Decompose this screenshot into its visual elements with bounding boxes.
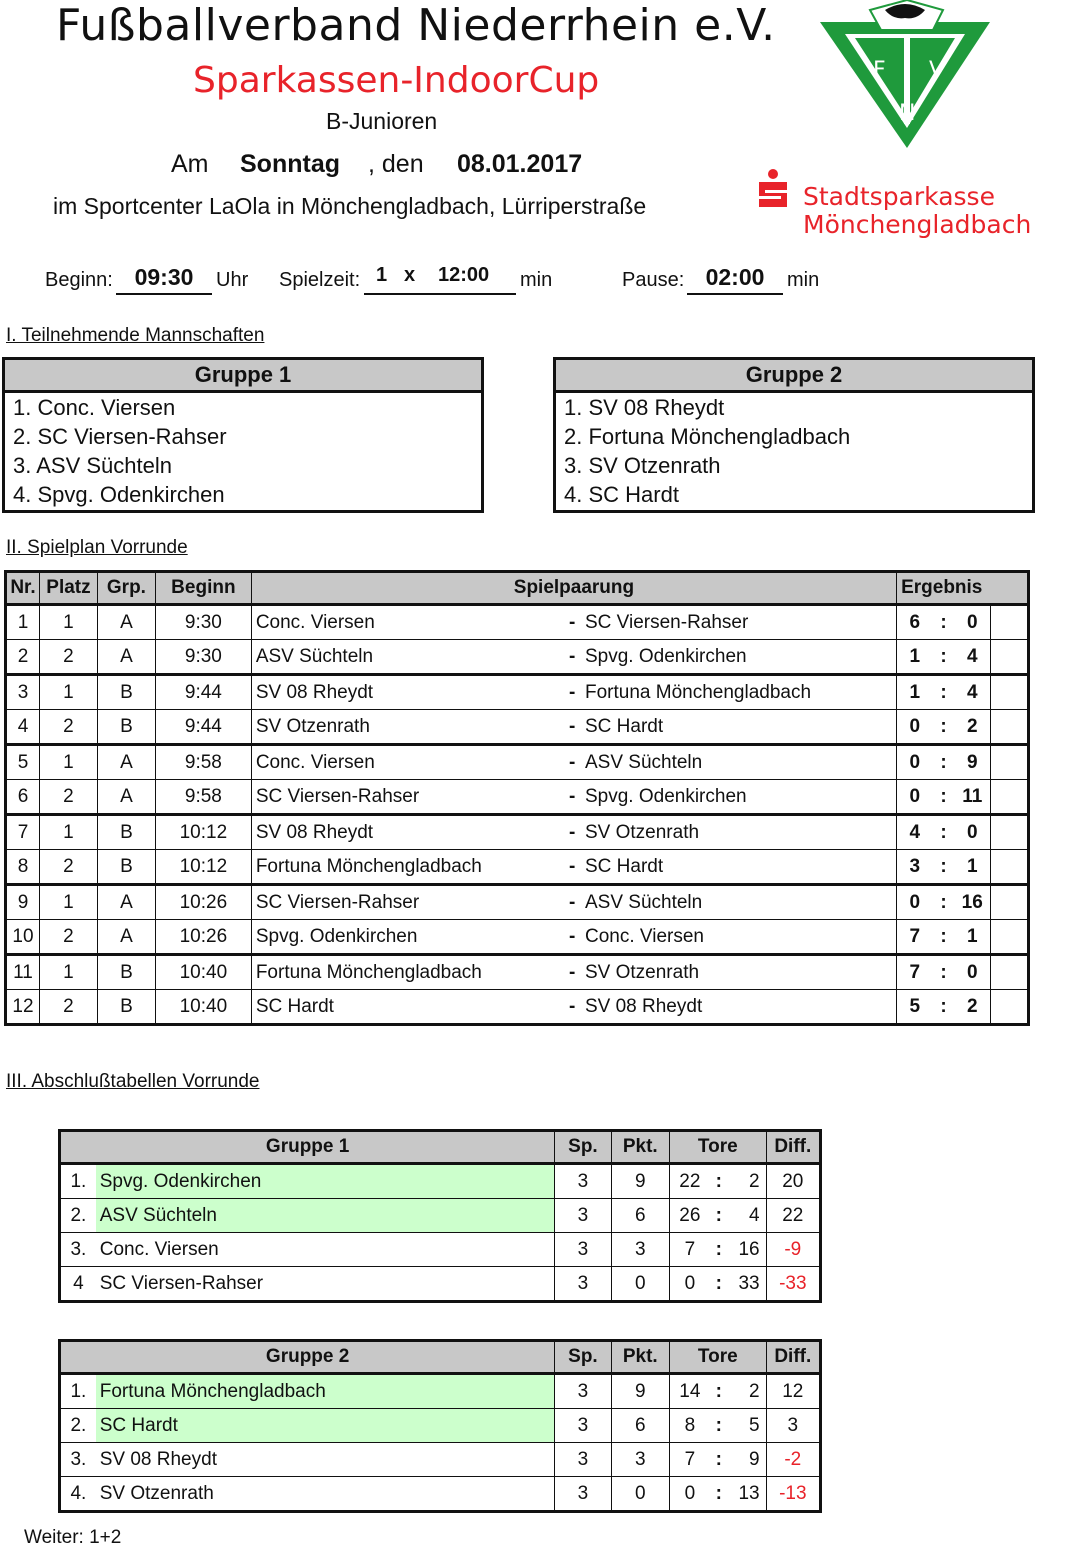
match-grp: A <box>97 885 155 920</box>
match-home: SC Hardt <box>251 990 559 1025</box>
match-home: Conc. Viersen <box>251 605 559 640</box>
match-platz: 1 <box>39 745 97 780</box>
col-diff: Diff. <box>766 1131 820 1164</box>
standings-title: Gruppe 1 <box>60 1131 555 1164</box>
standing-team: Conc. Viersen <box>96 1233 555 1267</box>
page-title: Fußballverband Niederrhein e.V. <box>56 0 776 51</box>
col-beginn: Beginn <box>155 572 251 605</box>
standing-goals-against: 2 <box>728 1374 766 1409</box>
match-away: Spvg. Odenkirchen <box>584 785 747 807</box>
standing-sp: 3 <box>555 1374 611 1409</box>
standing-pkt: 3 <box>611 1443 669 1477</box>
group2-team: 4. SC Hardt <box>564 482 679 507</box>
standing-pos: 2. <box>60 1199 96 1233</box>
match-nr: 4 <box>6 710 40 745</box>
match-away-cell: - SV Otzenrath <box>559 955 897 990</box>
standing-sp: 3 <box>555 1409 611 1443</box>
match-home: Fortuna Mönchengladbach <box>251 955 559 990</box>
section-standings-heading: III. Abschlußtabellen Vorrunde <box>6 1071 260 1092</box>
match-time: 9:44 <box>155 710 251 745</box>
match-nr: 2 <box>6 640 40 675</box>
match-goals-home: 4 <box>897 815 933 850</box>
match-goals-home: 7 <box>897 920 933 955</box>
match-away: SC Hardt <box>584 715 664 737</box>
schedule-row <box>6 745 1029 780</box>
beginn-label: Beginn: <box>45 269 113 291</box>
match-goals-home: 5 <box>897 990 933 1025</box>
standing-goals-against: 5 <box>728 1409 766 1443</box>
match-nr: 6 <box>6 780 40 815</box>
group1-team: 2. SC Viersen-Rahser <box>13 424 227 449</box>
group2-team: 1. SV 08 Rheydt <box>564 395 725 420</box>
match-goals-away: 0 <box>955 955 991 990</box>
group1-team: 4. Spvg. Odenkirchen <box>13 482 225 507</box>
match-platz: 2 <box>39 710 97 745</box>
match-time: 10:12 <box>155 850 251 885</box>
match-platz: 2 <box>39 850 97 885</box>
standing-pos: 4 <box>60 1267 96 1302</box>
match-platz: 1 <box>39 885 97 920</box>
match-platz: 1 <box>39 815 97 850</box>
standing-pkt: 3 <box>611 1233 669 1267</box>
uhr-label: Uhr <box>216 269 249 291</box>
result-blank <box>990 990 1028 1025</box>
standings-row <box>60 1409 821 1443</box>
schedule-row <box>6 885 1029 920</box>
match-goals-home: 0 <box>897 745 933 780</box>
standing-team: SC Viersen-Rahser <box>96 1267 555 1302</box>
spielzeit-value: 1 x 12:00 <box>364 264 516 295</box>
standing-pos: 3. <box>60 1233 96 1267</box>
standing-sp: 3 <box>555 1477 611 1512</box>
standing-diff: -9 <box>766 1233 820 1267</box>
advance-note: Weiter: 1+2 <box>24 1527 122 1548</box>
match-grp: B <box>97 815 155 850</box>
match-home: Conc. Viersen <box>251 745 559 780</box>
match-away: Spvg. Odenkirchen <box>584 645 747 667</box>
col-diff: Diff. <box>766 1341 820 1374</box>
result-blank <box>990 885 1028 920</box>
match-away-cell: - SC Hardt <box>559 850 897 885</box>
standing-sp: 3 <box>555 1233 611 1267</box>
match-goals-away: 4 <box>955 640 991 675</box>
match-nr: 12 <box>6 990 40 1025</box>
match-goals-away: 1 <box>955 920 991 955</box>
standing-diff: 12 <box>766 1374 820 1409</box>
min-label-2: min <box>787 269 820 291</box>
svg-text:N: N <box>899 101 916 126</box>
age-group: B-Junioren <box>326 108 438 134</box>
match-goals-away: 0 <box>955 605 991 640</box>
standing-goals-against: 33 <box>728 1267 766 1302</box>
group2-box <box>553 357 1035 513</box>
col-tore: Tore <box>669 1341 766 1374</box>
match-home: SV 08 Rheydt <box>251 675 559 710</box>
standing-diff: 20 <box>766 1164 820 1199</box>
standing-diff: -33 <box>766 1267 820 1302</box>
standings-header-row <box>60 1131 821 1164</box>
schedule-row <box>6 955 1029 990</box>
sponsor-line2: Mönchengladbach <box>803 210 1032 239</box>
match-time: 10:26 <box>155 885 251 920</box>
match-platz: 1 <box>39 955 97 990</box>
standing-sp: 3 <box>555 1443 611 1477</box>
standing-pkt: 0 <box>611 1477 669 1512</box>
match-goals-away: 1 <box>955 850 991 885</box>
match-away-cell: - ASV Süchteln <box>559 745 897 780</box>
match-nr: 11 <box>6 955 40 990</box>
match-goals-home: 6 <box>897 605 933 640</box>
match-grp: B <box>97 990 155 1025</box>
match-platz: 2 <box>39 990 97 1025</box>
score-colon: : <box>710 1477 728 1512</box>
match-away: SV Otzenrath <box>584 961 700 983</box>
schedule-row <box>6 990 1029 1025</box>
match-time: 10:26 <box>155 920 251 955</box>
standing-goals-for: 0 <box>669 1267 709 1302</box>
beginn-value: 09:30 <box>116 264 212 295</box>
date-value: 08.01.2017 <box>457 150 583 178</box>
match-away-cell: - Conc. Viersen <box>559 920 897 955</box>
score-colon: : <box>933 780 955 815</box>
result-blank <box>990 955 1028 990</box>
result-blank <box>990 815 1028 850</box>
spielzeit-label: Spielzeit: <box>279 269 361 291</box>
match-goals-home: 0 <box>897 780 933 815</box>
score-colon: : <box>710 1233 728 1267</box>
result-blank <box>990 605 1028 640</box>
match-grp: A <box>97 745 155 780</box>
schedule-row <box>6 640 1029 675</box>
match-home: SV Otzenrath <box>251 710 559 745</box>
cup-name: Sparkassen-IndoorCup <box>193 60 600 101</box>
col-sp: Sp. <box>555 1341 611 1374</box>
match-away: SV 08 Rheydt <box>584 995 703 1017</box>
match-grp: B <box>97 955 155 990</box>
score-colon: : <box>933 850 955 885</box>
am-label: Am <box>171 150 209 178</box>
result-blank <box>990 850 1028 885</box>
match-away: Conc. Viersen <box>584 925 704 947</box>
match-nr: 1 <box>6 605 40 640</box>
score-colon: : <box>933 920 955 955</box>
day-value: Sonntag <box>240 150 340 178</box>
col-platz: Platz <box>39 572 97 605</box>
match-grp: B <box>97 675 155 710</box>
match-time: 9:30 <box>155 640 251 675</box>
match-home: ASV Süchteln <box>251 640 559 675</box>
result-blank <box>990 745 1028 780</box>
schedule-row <box>6 675 1029 710</box>
standing-team: Spvg. Odenkirchen <box>96 1164 555 1199</box>
match-nr: 3 <box>6 675 40 710</box>
match-goals-away: 2 <box>955 710 991 745</box>
standing-goals-against: 2 <box>728 1164 766 1199</box>
schedule-row <box>6 920 1029 955</box>
match-goals-away: 2 <box>955 990 991 1025</box>
score-colon: : <box>710 1409 728 1443</box>
match-goals-away: 11 <box>955 780 991 815</box>
col-sp: Sp. <box>555 1131 611 1164</box>
standing-pos: 3. <box>60 1443 96 1477</box>
standing-pos: 2. <box>60 1409 96 1443</box>
svg-text:V: V <box>929 58 945 83</box>
standings-row <box>60 1164 821 1199</box>
standing-diff: 3 <box>766 1409 820 1443</box>
standings-row <box>60 1233 821 1267</box>
match-goals-away: 4 <box>955 675 991 710</box>
standings-group2-table <box>58 1339 822 1513</box>
group2-team: 3. SV Otzenrath <box>564 453 721 478</box>
schedule-header-row <box>6 572 1029 605</box>
match-nr: 7 <box>6 815 40 850</box>
match-grp: B <box>97 710 155 745</box>
col-pkt: Pkt. <box>611 1131 669 1164</box>
standing-pkt: 6 <box>611 1199 669 1233</box>
col-grp: Grp. <box>97 572 155 605</box>
schedule-table <box>4 570 1030 1026</box>
col-tore: Tore <box>669 1131 766 1164</box>
match-platz: 1 <box>39 605 97 640</box>
result-blank <box>990 640 1028 675</box>
fvn-logo <box>815 0 995 150</box>
col-ergebnis: Ergebnis <box>897 572 1029 605</box>
match-grp: A <box>97 780 155 815</box>
match-home: SC Viersen-Rahser <box>251 780 559 815</box>
match-away: ASV Süchteln <box>584 751 703 773</box>
sponsor-line1: Stadtsparkasse <box>803 182 995 211</box>
group1-title: Gruppe 1 <box>5 360 481 393</box>
match-away-cell: - SV 08 Rheydt <box>559 990 897 1025</box>
standing-goals-against: 4 <box>728 1199 766 1233</box>
standing-sp: 3 <box>555 1199 611 1233</box>
score-colon: : <box>933 605 955 640</box>
pause-label: Pause: <box>622 269 685 291</box>
score-colon: : <box>933 675 955 710</box>
standing-goals-for: 22 <box>669 1164 709 1199</box>
standing-team: Fortuna Mönchengladbach <box>96 1374 555 1409</box>
pause-value: 02:00 <box>687 264 783 295</box>
match-nr: 9 <box>6 885 40 920</box>
match-time: 9:44 <box>155 675 251 710</box>
group1-team: 3. ASV Süchteln <box>13 453 172 478</box>
match-goals-home: 0 <box>897 710 933 745</box>
standing-goals-against: 13 <box>728 1477 766 1512</box>
group2-title: Gruppe 2 <box>556 360 1032 393</box>
match-home: Fortuna Mönchengladbach <box>251 850 559 885</box>
score-colon: : <box>933 990 955 1025</box>
result-blank <box>990 675 1028 710</box>
match-nr: 5 <box>6 745 40 780</box>
standing-goals-for: 14 <box>669 1374 709 1409</box>
col-nr: Nr. <box>6 572 40 605</box>
standing-team: SV Otzenrath <box>96 1477 555 1512</box>
standing-team: SV 08 Rheydt <box>96 1443 555 1477</box>
schedule-row <box>6 815 1029 850</box>
standing-pos: 1. <box>60 1374 96 1409</box>
standing-goals-for: 0 <box>669 1477 709 1512</box>
standings-title: Gruppe 2 <box>60 1341 555 1374</box>
match-grp: B <box>97 850 155 885</box>
standings-row <box>60 1374 821 1409</box>
match-platz: 1 <box>39 675 97 710</box>
sparkasse-logo-icon <box>755 168 791 212</box>
match-platz: 2 <box>39 640 97 675</box>
result-blank <box>990 920 1028 955</box>
col-pkt: Pkt. <box>611 1341 669 1374</box>
match-grp: A <box>97 920 155 955</box>
score-colon: : <box>933 955 955 990</box>
match-nr: 10 <box>6 920 40 955</box>
col-paarung: Spielpaarung <box>251 572 896 605</box>
match-time: 9:30 <box>155 605 251 640</box>
standing-diff: 22 <box>766 1199 820 1233</box>
standing-goals-for: 26 <box>669 1199 709 1233</box>
match-away: SV Otzenrath <box>584 821 700 843</box>
match-time: 10:40 <box>155 955 251 990</box>
match-time: 10:12 <box>155 815 251 850</box>
match-away: ASV Süchteln <box>584 891 703 913</box>
standing-diff: -2 <box>766 1443 820 1477</box>
min-label-1: min <box>520 269 553 291</box>
standings-header-row <box>60 1341 821 1374</box>
match-away-cell: - Spvg. Odenkirchen <box>559 780 897 815</box>
schedule-row <box>6 605 1029 640</box>
standing-team: ASV Süchteln <box>96 1199 555 1233</box>
match-goals-home: 7 <box>897 955 933 990</box>
standing-pkt: 9 <box>611 1164 669 1199</box>
score-colon: : <box>710 1443 728 1477</box>
match-time: 9:58 <box>155 780 251 815</box>
match-home: SV 08 Rheydt <box>251 815 559 850</box>
score-colon: : <box>933 815 955 850</box>
score-colon: : <box>710 1199 728 1233</box>
section-teams-heading: I. Teilnehmende Mannschaften <box>6 325 265 346</box>
standings-row <box>60 1267 821 1302</box>
match-home: Spvg. Odenkirchen <box>251 920 559 955</box>
schedule-row <box>6 780 1029 815</box>
svg-text:F: F <box>873 58 886 83</box>
match-goals-home: 1 <box>897 675 933 710</box>
match-away: Fortuna Mönchengladbach <box>584 681 812 703</box>
match-away-cell: - SC Viersen-Rahser <box>559 605 897 640</box>
standing-pos: 1. <box>60 1164 96 1199</box>
match-away-cell: - Fortuna Mönchengladbach <box>559 675 897 710</box>
score-colon: : <box>710 1267 728 1302</box>
standing-pos: 4. <box>60 1477 96 1512</box>
standing-goals-against: 16 <box>728 1233 766 1267</box>
standings-group1-table <box>58 1129 822 1303</box>
standing-diff: -13 <box>766 1477 820 1512</box>
match-goals-home: 0 <box>897 885 933 920</box>
result-blank <box>990 780 1028 815</box>
match-away: SC Hardt <box>584 855 664 877</box>
match-away-cell: - ASV Süchteln <box>559 885 897 920</box>
match-away: SC Viersen-Rahser <box>584 611 749 633</box>
standing-goals-for: 7 <box>669 1233 709 1267</box>
score-colon: : <box>710 1374 728 1409</box>
standing-pkt: 0 <box>611 1267 669 1302</box>
match-goals-home: 1 <box>897 640 933 675</box>
match-away-cell: - Spvg. Odenkirchen <box>559 640 897 675</box>
score-colon: : <box>933 640 955 675</box>
match-platz: 2 <box>39 920 97 955</box>
group2-team: 2. Fortuna Mönchengladbach <box>564 424 851 449</box>
match-nr: 8 <box>6 850 40 885</box>
standing-pkt: 6 <box>611 1409 669 1443</box>
group1-team: 1. Conc. Viersen <box>13 395 176 420</box>
match-time: 10:40 <box>155 990 251 1025</box>
match-away-cell: - SC Hardt <box>559 710 897 745</box>
score-colon: : <box>933 710 955 745</box>
standings-row <box>60 1443 821 1477</box>
match-goals-away: 9 <box>955 745 991 780</box>
standing-goals-for: 7 <box>669 1443 709 1477</box>
match-grp: A <box>97 640 155 675</box>
schedule-row <box>6 850 1029 885</box>
standing-goals-for: 8 <box>669 1409 709 1443</box>
score-colon: : <box>933 885 955 920</box>
standing-sp: 3 <box>555 1267 611 1302</box>
den-label: , den <box>368 150 424 178</box>
standings-row <box>60 1199 821 1233</box>
score-colon: : <box>933 745 955 780</box>
match-goals-home: 3 <box>897 850 933 885</box>
group1-box <box>2 357 484 513</box>
match-grp: A <box>97 605 155 640</box>
standings-row <box>60 1477 821 1512</box>
match-home: SC Viersen-Rahser <box>251 885 559 920</box>
match-goals-away: 16 <box>955 885 991 920</box>
schedule-row <box>6 710 1029 745</box>
section-schedule-heading: II. Spielplan Vorrunde <box>6 537 188 558</box>
standing-pkt: 9 <box>611 1374 669 1409</box>
standing-goals-against: 9 <box>728 1443 766 1477</box>
venue: im Sportcenter LaOla in Mönchengladbach, Lürriperstraße <box>53 193 647 219</box>
match-platz: 2 <box>39 780 97 815</box>
result-blank <box>990 710 1028 745</box>
standing-sp: 3 <box>555 1164 611 1199</box>
standing-team: SC Hardt <box>96 1409 555 1443</box>
match-away-cell: - SV Otzenrath <box>559 815 897 850</box>
score-colon: : <box>710 1164 728 1199</box>
match-goals-away: 0 <box>955 815 991 850</box>
match-time: 9:58 <box>155 745 251 780</box>
